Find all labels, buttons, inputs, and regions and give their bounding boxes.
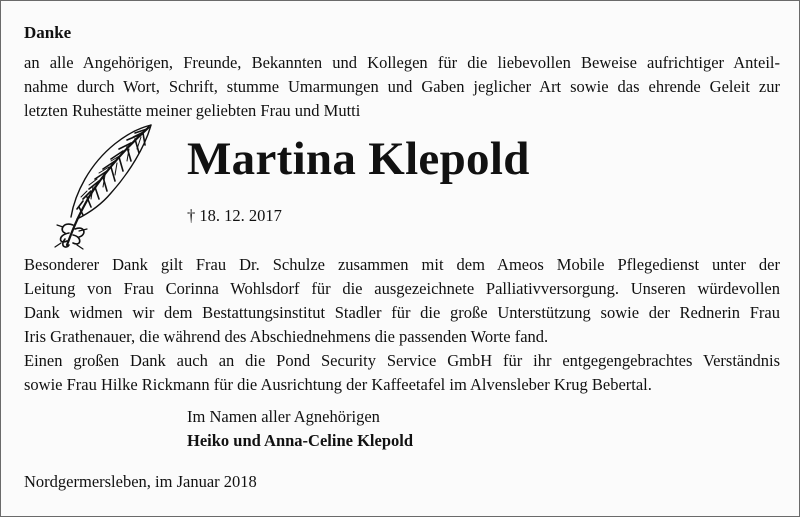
thanks-paragraph xyxy=(24,253,780,397)
thanks-line: Dank widmen wir dem Bestattungsinstitut Stadler für die große Unterstützung sowie der Rednerin Frau xyxy=(24,303,780,322)
thanks-line: Besonderer Dank gilt Frau Dr. Schulze zusammen mit dem Ameos Mobile Pflegedienst unter der xyxy=(24,255,780,274)
signoff-intro: Im Namen aller Agnehörigen xyxy=(187,407,380,426)
thanks-line: sowie Frau Hilke Rickmann für die Ausrichtung der Kaffeetafel im Alvensleber Krug Bebertal. xyxy=(24,375,652,394)
feather-quill-icon xyxy=(49,121,159,251)
notice-heading: Danke xyxy=(24,23,72,42)
intro-line: letzten Ruhestätte meiner geliebten Frau und Mutti xyxy=(24,101,361,120)
intro-paragraph xyxy=(24,51,780,123)
place-and-date: Nordgermersleben, im Januar 2018 xyxy=(24,472,257,491)
thanks-line: Einen großen Dank auch an die Pond Security Service GmbH für ihr entgegengebrachtes Verständnis xyxy=(24,351,780,370)
death-date: † 18. 12. 2017 xyxy=(187,206,282,225)
thanks-line: Leitung von Frau Corinna Wohlsdorf für die ausgezeichnete Palliativversorgung. Unseren würdevollen xyxy=(24,279,780,298)
signoff-names: Heiko und Anna-Celine Klepold xyxy=(187,431,414,450)
intro-line: an alle Angehörigen, Freunde, Bekannten und Kollegen für die liebevollen Beweise aufrichtiger Anteil- xyxy=(24,53,780,72)
intro-line: nahme durch Wort, Schrift, stumme Umarmungen und Gaben jeglicher Art sowie das ehrende Geleit zur xyxy=(24,77,780,96)
deceased-name: Martina Klepold xyxy=(187,133,530,185)
thanks-line: Iris Grathenauer, die während des Abschiednehmens die passenden Worte fand. xyxy=(24,327,549,346)
